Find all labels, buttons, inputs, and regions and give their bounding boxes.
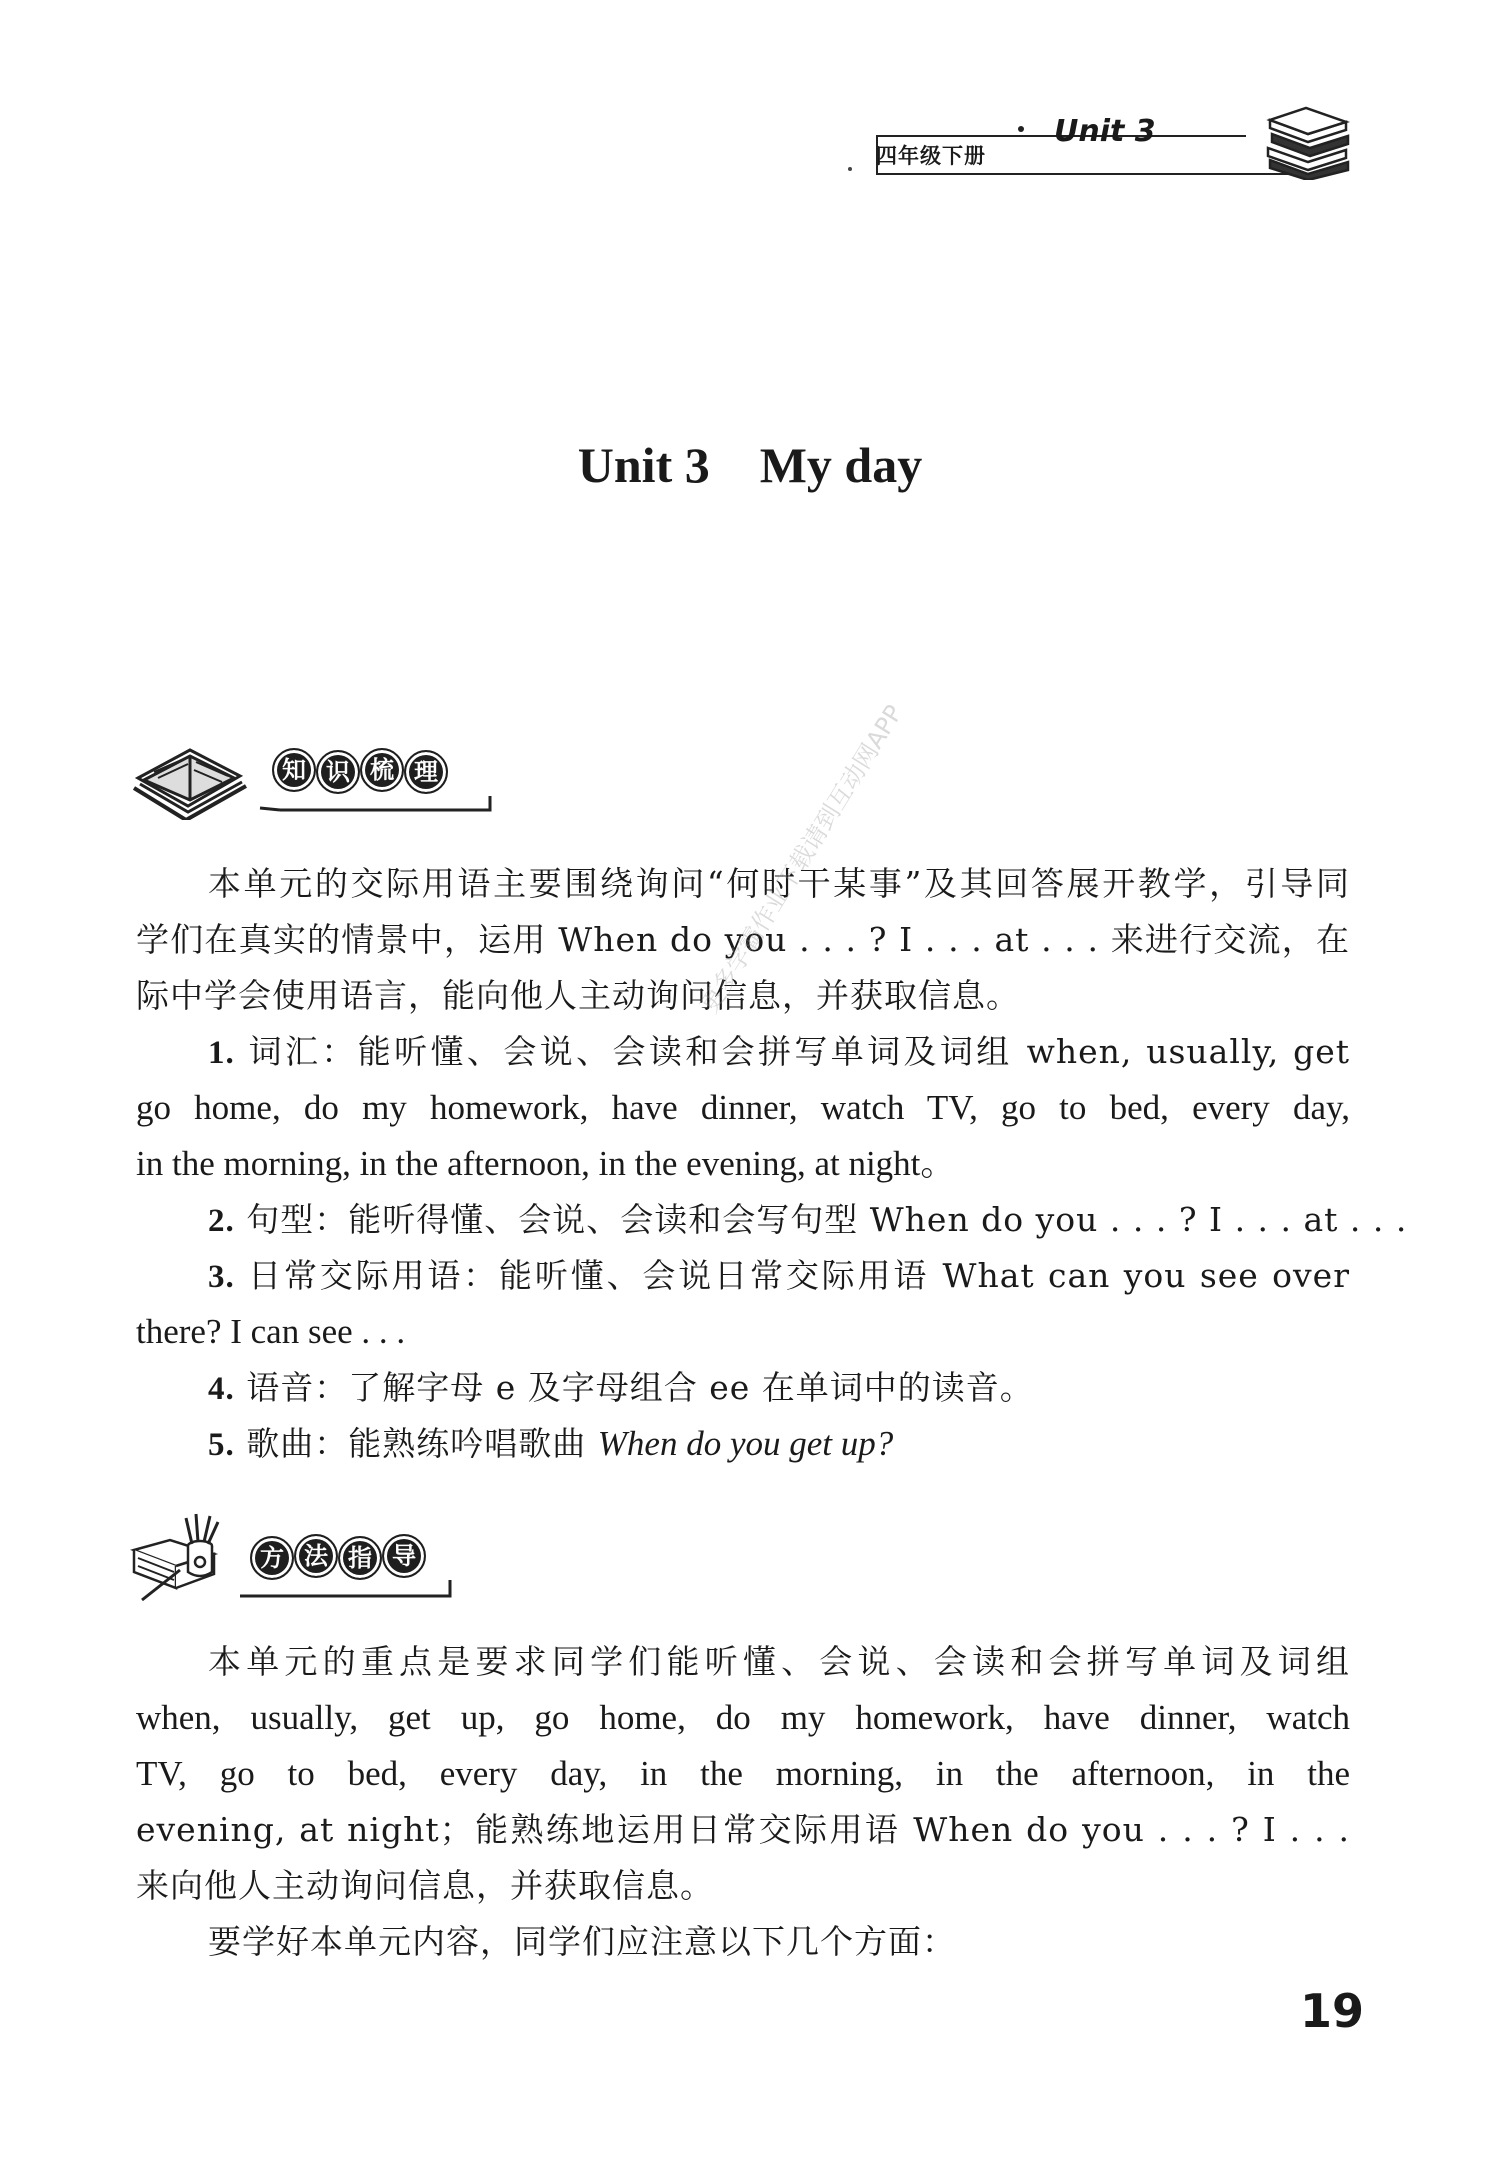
banner-char: 指 [338,1536,382,1580]
text-line: go home, do my homework, have dinner, watch TV, go to bed, every day, [136,1088,1350,1127]
text-line: 本单元的交际用语主要围绕询问“何时干某事”及其回答展开教学，引导同 [208,864,1350,903]
text-line: evening, at night；能熟练地运用日常交际用语 When do you . . . ? I . . . [136,1810,1350,1849]
text-line: TV, go to bed, every day, in the morning, in the afternoon, in the [136,1754,1350,1793]
text-line: 学们在真实的情景中，运用 When do you . . . ? I . . . at . . . 来进行交流，在 [136,920,1350,959]
text-line: 本单元的重点是要求同学们能听懂、会说、会读和会拼写单词及词组 [208,1642,1350,1681]
list-item [136,1248,1350,1304]
list-number: 1. [208,1035,235,1071]
banner-char: 导 [382,1534,426,1578]
text-line: when, usually, get up, go home, do my homework, have dinner, watch [136,1698,1350,1737]
list-item [136,1416,1350,1472]
list-text: 日常交际用语：能听懂、会说日常交际用语 What can you see over [248,1256,1350,1295]
banner-char: 理 [404,750,448,794]
banner-char: 方 [250,1536,294,1580]
list-number: 5. [208,1427,235,1463]
text-line: there? I can see . . . [136,1312,406,1351]
page-number: 19 [1300,1984,1365,2038]
header-grade: 四年级下册 [876,144,986,168]
list-item [136,1360,1350,1416]
list-text: 歌曲：能熟练吟唱歌曲 [246,1424,587,1463]
song-title: When do you get up? [597,1424,894,1463]
watermark: 更多学霸作业下载请到互动网APP [695,700,909,1019]
header-unit: Unit 3 [1054,114,1156,149]
list-text: 句型：能听得懂、会说、会读和会写句型 When do you . . . ? I . . . at . . . [246,1200,1408,1239]
header-rule [876,173,1326,175]
section-banner-knowledge [130,728,500,820]
list-item [136,1192,1408,1248]
header-dot-decoration [848,167,852,171]
section-banner-method [130,1510,460,1606]
banner-char: 法 [294,1534,338,1578]
page-title: Unit 3 My day [577,437,923,493]
list-text: 语音：了解字母 e 及字母组合 ee 在单词中的读音。 [246,1368,1034,1407]
banner-char: 梳 [360,748,404,792]
list-number: 2. [208,1203,235,1239]
banner-char: 识 [316,750,360,794]
text-line: 际中学会使用语言，能向他人主动询问信息，并获取信息。 [136,976,1020,1015]
text-line: 要学好本单元内容，同学们应注意以下几个方面： [208,1922,956,1961]
list-text: 词汇：能听懂、会说、会读和会拼写单词及词组 when, usually, get [248,1032,1350,1071]
banner-char: 知 [272,748,316,792]
text-line: 来向他人主动询问信息，并获取信息。 [136,1866,714,1905]
header-bullet [1018,126,1024,132]
list-number: 3. [208,1259,235,1295]
method-body [136,1634,1350,1970]
list-number: 4. [208,1371,235,1407]
list-item [136,1024,1350,1080]
book-stack-icon [1262,104,1352,180]
text-line: in the morning, in the afternoon, in the evening, at night。 [136,1144,956,1183]
